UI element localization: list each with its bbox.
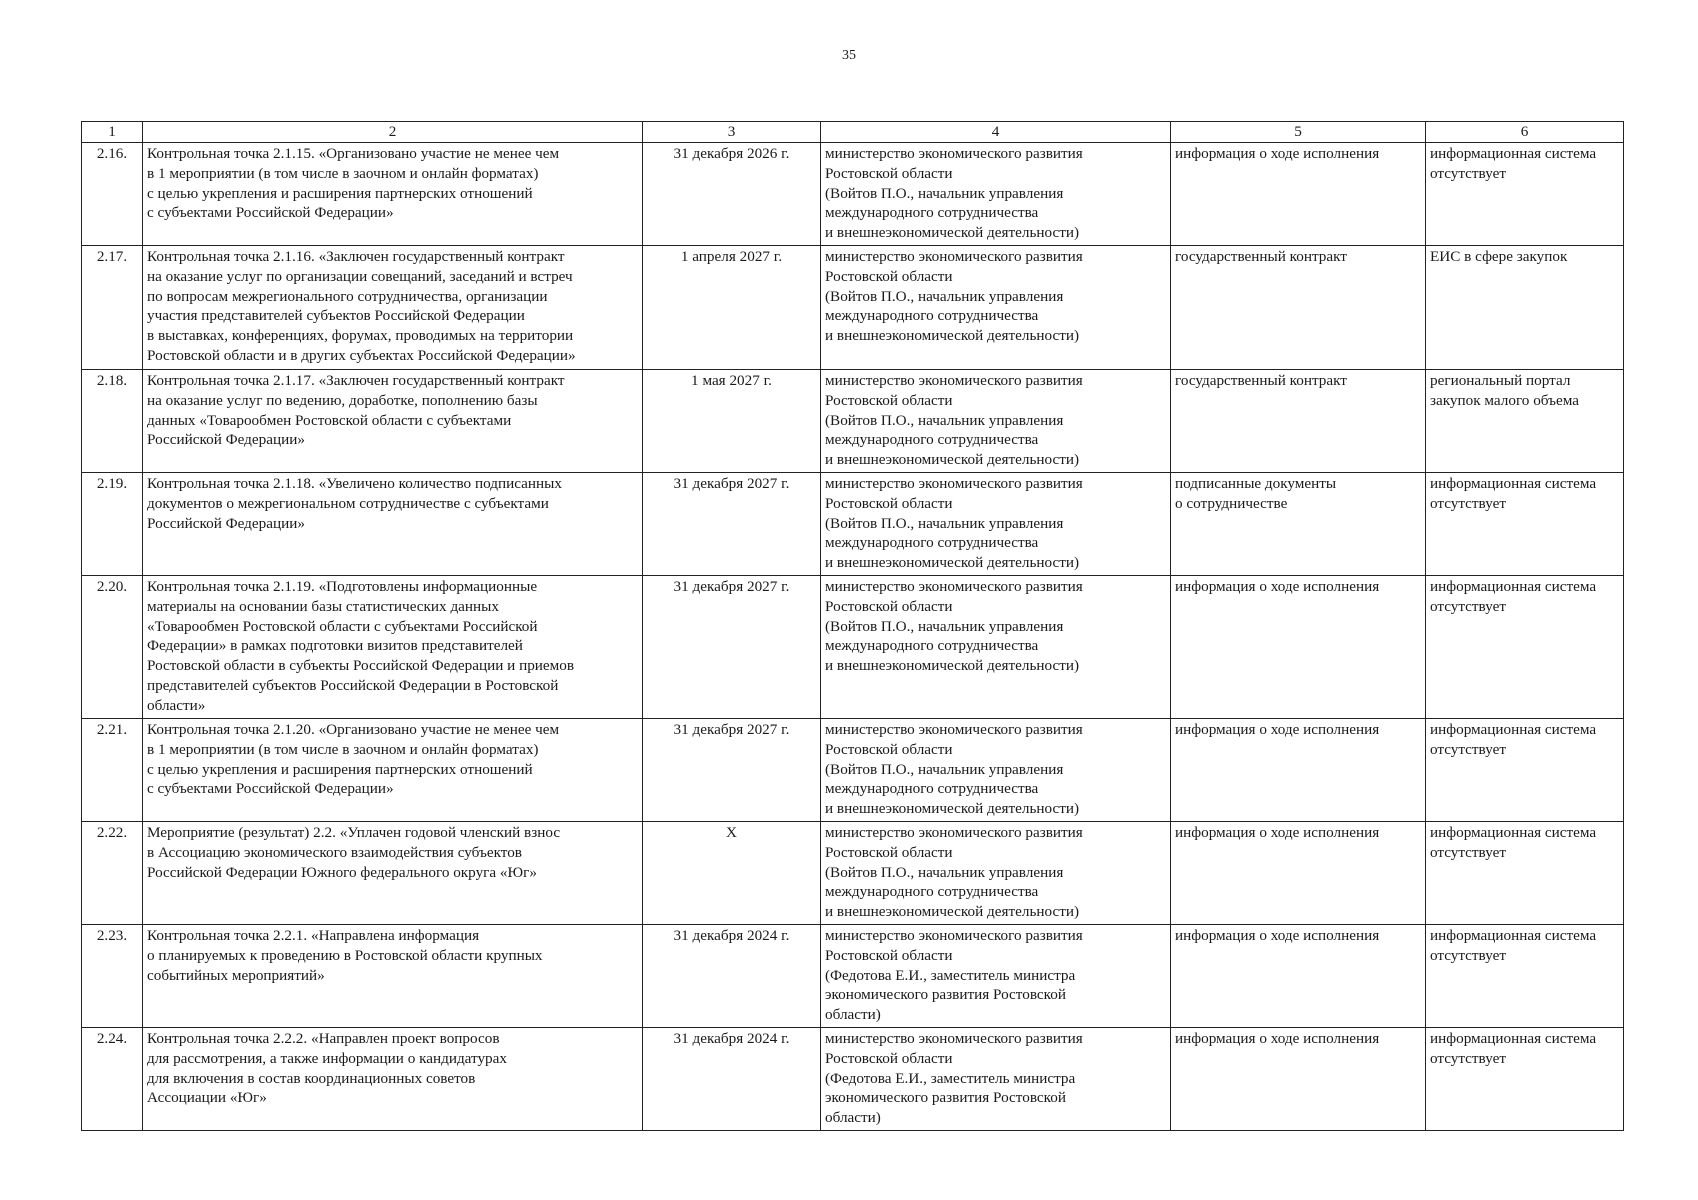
event-description: Мероприятие (результат) 2.2. «Уплачен годовой членский взнос в Ассоциацию экономического взаимодействия субъектов Российской Федерации Южного федерального округа «Юг» xyxy=(143,822,643,925)
deadline-date: Х xyxy=(643,822,821,925)
responsible-executor: министерство экономического развития Ростовской области (Федотова Е.И., заместитель министра экономического развития Ростовской области) xyxy=(821,1028,1171,1131)
information-system: информационная система отсутствует xyxy=(1426,925,1624,1028)
row-number: 2.18. xyxy=(82,370,143,473)
confirming-document: информация о ходе исполнения xyxy=(1171,576,1426,719)
deadline-date: 31 декабря 2026 г. xyxy=(643,143,821,246)
table-row xyxy=(82,576,1624,719)
column-header: 5 xyxy=(1171,122,1426,143)
confirming-document: информация о ходе исполнения xyxy=(1171,925,1426,1028)
column-header: 2 xyxy=(143,122,643,143)
deadline-date: 31 декабря 2027 г. xyxy=(643,576,821,719)
information-system: региональный портал закупок малого объема xyxy=(1426,370,1624,473)
row-number: 2.21. xyxy=(82,719,143,822)
event-description: Контрольная точка 2.2.2. «Направлен проект вопросов для рассмотрения, а также информации о кандидатурах для включения в состав координационных советов Ассоциации «Юг» xyxy=(143,1028,643,1131)
column-header: 4 xyxy=(821,122,1171,143)
information-system: информационная система отсутствует xyxy=(1426,143,1624,246)
responsible-executor: министерство экономического развития Ростовской области (Войтов П.О., начальник управления международного сотрудничества и внешнеэкономической деятельности) xyxy=(821,719,1171,822)
deadline-date: 31 декабря 2027 г. xyxy=(643,473,821,576)
row-number: 2.22. xyxy=(82,822,143,925)
responsible-executor: министерство экономического развития Ростовской области (Войтов П.О., начальник управления международного сотрудничества и внешнеэкономической деятельности) xyxy=(821,473,1171,576)
implementation-plan-table xyxy=(81,121,1624,1131)
responsible-executor: министерство экономического развития Ростовской области (Войтов П.О., начальник управления международного сотрудничества и внешнеэкономической деятельности) xyxy=(821,370,1171,473)
deadline-date: 31 декабря 2027 г. xyxy=(643,719,821,822)
event-description: Контрольная точка 2.1.18. «Увеличено количество подписанных документов о межрегиональном сотрудничестве с субъектами Российской Федерации» xyxy=(143,473,643,576)
deadline-date: 1 апреля 2027 г. xyxy=(643,246,821,370)
confirming-document: подписанные документы о сотрудничестве xyxy=(1171,473,1426,576)
table-body xyxy=(82,143,1624,1131)
column-header: 3 xyxy=(643,122,821,143)
row-number: 2.19. xyxy=(82,473,143,576)
responsible-executor: министерство экономического развития Ростовской области (Войтов П.О., начальник управления международного сотрудничества и внешнеэкономической деятельности) xyxy=(821,576,1171,719)
table-row xyxy=(82,925,1624,1028)
event-description: Контрольная точка 2.1.16. «Заключен государственный контракт на оказание услуг по организации совещаний, заседаний и встреч по вопросам межрегионального сотрудничества, организации участия представителей субъектов Российской Федерации в выставках, конференциях, форумах, проводимых на территории Ростовской области и в других субъектах Российской Федерации» xyxy=(143,246,643,370)
confirming-document: информация о ходе исполнения xyxy=(1171,143,1426,246)
page-number: 35 xyxy=(842,48,856,63)
responsible-executor: министерство экономического развития Ростовской области (Войтов П.О., начальник управления международного сотрудничества и внешнеэкономической деятельности) xyxy=(821,143,1171,246)
information-system: информационная система отсутствует xyxy=(1426,576,1624,719)
column-header: 1 xyxy=(82,122,143,143)
event-description: Контрольная точка 2.2.1. «Направлена информация о планируемых к проведению в Ростовской области крупных событийных мероприятий» xyxy=(143,925,643,1028)
responsible-executor: министерство экономического развития Ростовской области (Войтов П.О., начальник управления международного сотрудничества и внешнеэкономической деятельности) xyxy=(821,822,1171,925)
table-row xyxy=(82,143,1624,246)
column-number-row xyxy=(82,122,1624,143)
information-system: информационная система отсутствует xyxy=(1426,822,1624,925)
column-header: 6 xyxy=(1426,122,1624,143)
confirming-document: информация о ходе исполнения xyxy=(1171,1028,1426,1131)
deadline-date: 1 мая 2027 г. xyxy=(643,370,821,473)
row-number: 2.24. xyxy=(82,1028,143,1131)
confirming-document: государственный контракт xyxy=(1171,246,1426,370)
row-number: 2.20. xyxy=(82,576,143,719)
event-description: Контрольная точка 2.1.20. «Организовано участие не менее чем в 1 мероприятии (в том числе в заочном и онлайн форматах) с целью укрепления и расширения партнерских отношений с субъектами Российской Федерации» xyxy=(143,719,643,822)
table-row xyxy=(82,1028,1624,1131)
table-header xyxy=(82,122,1624,143)
information-system: ЕИС в сфере закупок xyxy=(1426,246,1624,370)
responsible-executor: министерство экономического развития Ростовской области (Войтов П.О., начальник управления международного сотрудничества и внешнеэкономической деятельности) xyxy=(821,246,1171,370)
table-row xyxy=(82,822,1624,925)
event-description: Контрольная точка 2.1.15. «Организовано участие не менее чем в 1 мероприятии (в том числе в заочном и онлайн форматах) с целью укрепления и расширения партнерских отношений с субъектами Российской Федерации» xyxy=(143,143,643,246)
table-row xyxy=(82,246,1624,370)
table-row xyxy=(82,473,1624,576)
event-description: Контрольная точка 2.1.17. «Заключен государственный контракт на оказание услуг по ведению, доработке, пополнению базы данных «Товарообмен Ростовской области с субъектами Российской Федерации» xyxy=(143,370,643,473)
event-description: Контрольная точка 2.1.19. «Подготовлены информационные материалы на основании базы статистических данных «Товарообмен Ростовской области с субъектами Российской Федерации» в рамках подготовки визитов представителей Ростовской области в субъекты Российской Федерации и приемов представителей субъектов Российской Федерации в Ростовской области» xyxy=(143,576,643,719)
row-number: 2.23. xyxy=(82,925,143,1028)
information-system: информационная система отсутствует xyxy=(1426,719,1624,822)
confirming-document: информация о ходе исполнения xyxy=(1171,719,1426,822)
deadline-date: 31 декабря 2024 г. xyxy=(643,925,821,1028)
confirming-document: информация о ходе исполнения xyxy=(1171,822,1426,925)
row-number: 2.17. xyxy=(82,246,143,370)
information-system: информационная система отсутствует xyxy=(1426,1028,1624,1131)
responsible-executor: министерство экономического развития Ростовской области (Федотова Е.И., заместитель министра экономического развития Ростовской области) xyxy=(821,925,1171,1028)
row-number: 2.16. xyxy=(82,143,143,246)
table-row xyxy=(82,719,1624,822)
table-row xyxy=(82,370,1624,473)
deadline-date: 31 декабря 2024 г. xyxy=(643,1028,821,1131)
confirming-document: государственный контракт xyxy=(1171,370,1426,473)
information-system: информационная система отсутствует xyxy=(1426,473,1624,576)
